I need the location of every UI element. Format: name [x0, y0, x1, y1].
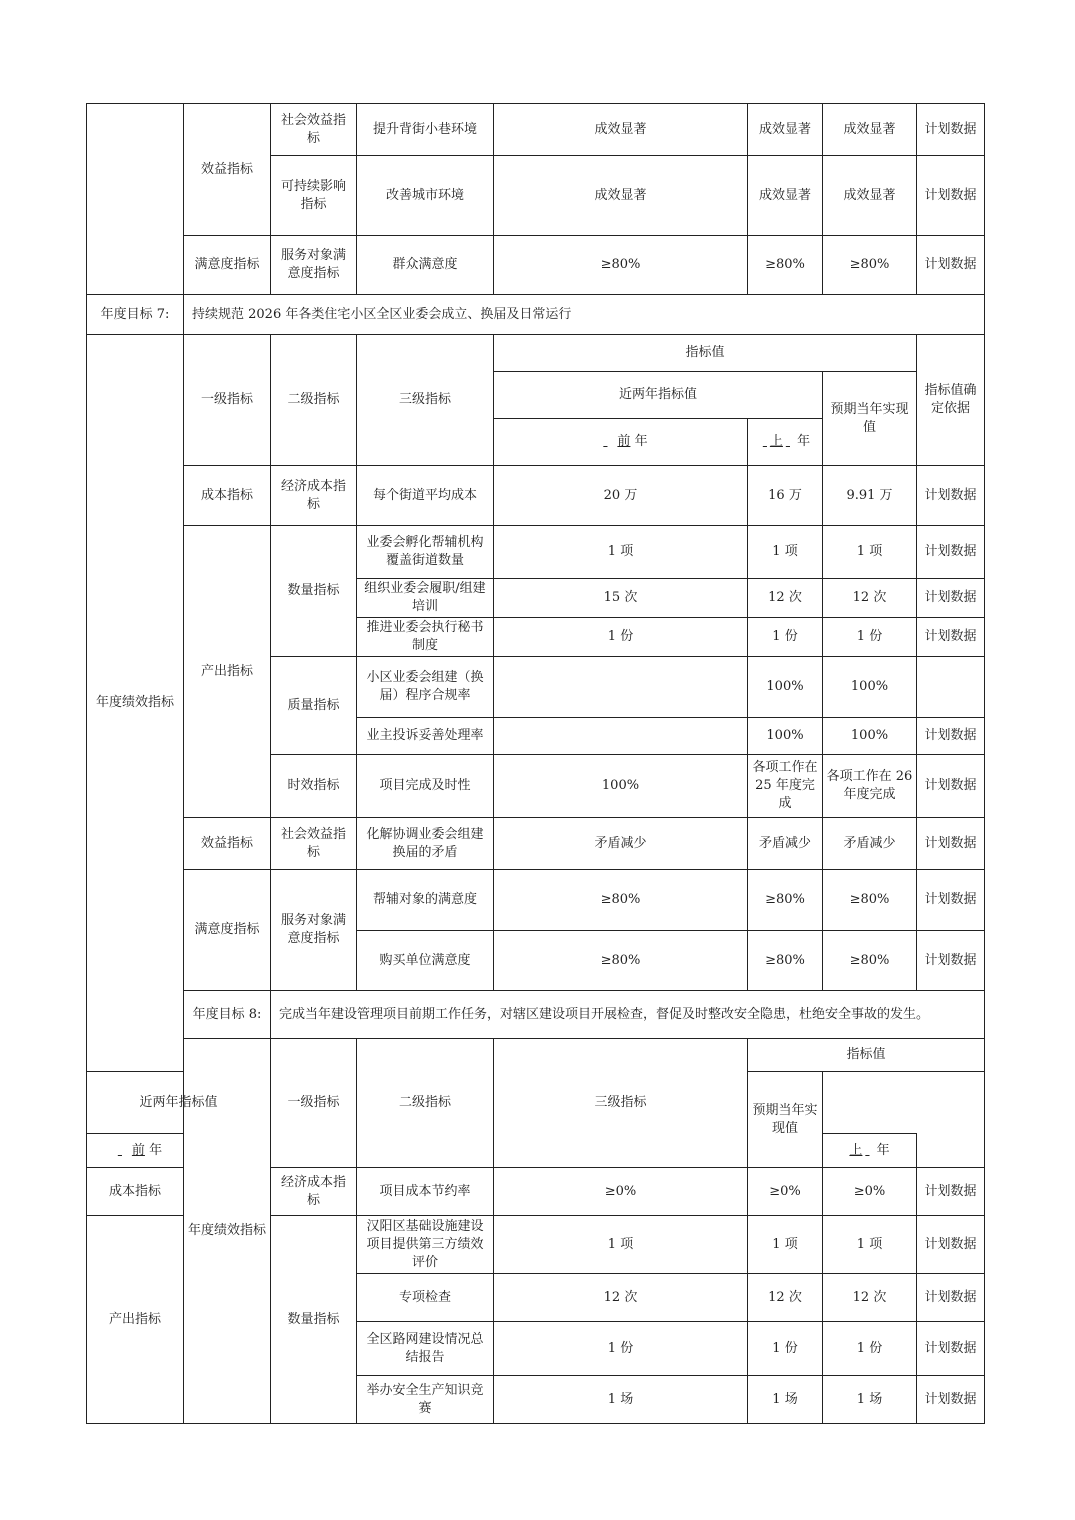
basis-cell: 计划数据	[917, 1274, 985, 1322]
performance-table	[86, 103, 985, 1424]
level2-cell: 社会效益指标	[271, 104, 357, 156]
goal-label: 年度目标 7:	[87, 295, 184, 335]
expected-value: 矛盾减少	[823, 818, 917, 870]
prev-year-value: 1 项	[494, 1216, 748, 1274]
prev-year-value: 100%	[494, 755, 748, 818]
prev-year-value: 20 万	[494, 466, 748, 526]
header-value: 指标值	[748, 1039, 985, 1072]
goal-text: 完成当年建设管理项目前期工作任务，对辖区建设项目开展检查，督促及时整改安全隐患，杜绝安全事故的发生。	[271, 991, 985, 1039]
basis-cell: 计划数据	[917, 1168, 985, 1216]
header-last-year: 上 年	[748, 419, 823, 466]
last-year-value: 100%	[748, 718, 823, 755]
last-year-value: 1 份	[748, 1322, 823, 1376]
level2-cell: 数量指标	[271, 1216, 357, 1424]
expected-value: 成效显著	[823, 156, 917, 236]
level2-cell: 经济成本指标	[271, 466, 357, 526]
goal-text: 持续规范 2026 年各类住宅小区全区业委会成立、换届及日常运行	[184, 295, 985, 335]
expected-value: ≥80%	[823, 870, 917, 931]
prev-year-value: 12 次	[494, 1274, 748, 1322]
prev-year-value: 1 份	[494, 1322, 748, 1376]
level3-cell: 推进业委会执行秘书制度	[357, 618, 494, 657]
last-year-value: ≥80%	[748, 870, 823, 931]
expected-value: ≥0%	[823, 1168, 917, 1216]
expected-value: 100%	[823, 657, 917, 718]
header-level1: 一级指标	[271, 1039, 357, 1168]
table-row	[87, 870, 985, 931]
header-level2: 二级指标	[357, 1039, 494, 1168]
last-year-value: ≥80%	[748, 931, 823, 991]
basis-cell: 计划数据	[917, 579, 985, 618]
last-year-value: 1 项	[748, 1216, 823, 1274]
prev-year-value: ≥80%	[494, 236, 748, 295]
header-row	[87, 335, 985, 372]
expected-value: 1 场	[823, 1376, 917, 1424]
level2-cell: 可持续影响指标	[271, 156, 357, 236]
expected-value: ≥80%	[823, 931, 917, 991]
level3-cell: 小区业委会组建（换届）程序合规率	[357, 657, 494, 718]
last-year-value: 矛盾减少	[748, 818, 823, 870]
expected-value: 成效显著	[823, 104, 917, 156]
prev-year-value: 15 次	[494, 579, 748, 618]
level3-cell: 业主投诉妥善处理率	[357, 718, 494, 755]
header-level3: 三级指标	[357, 335, 494, 466]
level2-cell: 质量指标	[271, 657, 357, 755]
level3-cell: 项目完成及时性	[357, 755, 494, 818]
level3-cell: 群众满意度	[357, 236, 494, 295]
level3-cell: 提升背街小巷环境	[357, 104, 494, 156]
last-year-value: 16 万	[748, 466, 823, 526]
table-row	[87, 818, 985, 870]
last-year-value: ≥80%	[748, 236, 823, 295]
level1-cell: 产出指标	[87, 1216, 184, 1424]
prev-year-value: 矛盾减少	[494, 818, 748, 870]
expected-value: ≥80%	[823, 236, 917, 295]
level1-cell: 成本指标	[87, 1168, 184, 1216]
level3-cell: 汉阳区基础设施建设项目提供第三方绩效评价	[357, 1216, 494, 1274]
level3-cell: 组织业委会履职/组建培训	[357, 579, 494, 618]
table-row	[87, 466, 985, 526]
level3-cell: 化解协调业委会组建换届的矛盾	[357, 818, 494, 870]
basis-cell: 计划数据	[917, 236, 985, 295]
last-year-value: 12 次	[748, 579, 823, 618]
prev-year-value: ≥80%	[494, 931, 748, 991]
section-label: 年度绩效指标	[87, 335, 184, 1072]
level1-cell: 效益指标	[184, 818, 271, 870]
header-last-year: 上 年	[823, 1134, 917, 1168]
basis-cell: 计划数据	[917, 1376, 985, 1424]
prev-year-value: 1 份	[494, 618, 748, 657]
level2-cell: 经济成本指标	[271, 1168, 357, 1216]
header-prev-year: 前 年	[494, 419, 748, 466]
header-expect: 预期当年实现值	[748, 1072, 823, 1168]
basis-cell: 计划数据	[917, 718, 985, 755]
section-cell-empty	[87, 104, 184, 295]
goal-label: 年度目标 8:	[184, 991, 271, 1039]
level1-cell: 成本指标	[184, 466, 271, 526]
header-level3: 三级指标	[494, 1039, 748, 1168]
prev-year-value: 成效显著	[494, 104, 748, 156]
header-row	[87, 1039, 985, 1072]
table-row	[87, 526, 985, 579]
last-year-value: 各项工作在 25 年度完成	[748, 755, 823, 818]
basis-cell	[917, 657, 985, 718]
level3-cell: 帮辅对象的满意度	[357, 870, 494, 931]
basis-cell: 计划数据	[917, 104, 985, 156]
basis-cell: 计划数据	[917, 755, 985, 818]
level1-cell: 产出指标	[184, 526, 271, 818]
last-year-value: 1 份	[748, 618, 823, 657]
prev-year-value: 1 场	[494, 1376, 748, 1424]
level1-cell: 效益指标	[184, 104, 271, 236]
prev-year-value: ≥80%	[494, 870, 748, 931]
expected-value: 各项工作在 26 年度完成	[823, 755, 917, 818]
level2-cell: 数量指标	[271, 526, 357, 657]
basis-cell: 计划数据	[917, 618, 985, 657]
prev-year-value: ≥0%	[494, 1168, 748, 1216]
prev-year-value	[494, 657, 748, 718]
goal-row	[87, 991, 985, 1039]
header-level2: 二级指标	[271, 335, 357, 466]
level3-cell: 业委会孵化帮辅机构覆盖街道数量	[357, 526, 494, 579]
level3-cell: 项目成本节约率	[357, 1168, 494, 1216]
basis-cell: 计划数据	[917, 931, 985, 991]
prev-year-value	[494, 718, 748, 755]
header-prev-year: 前 年	[87, 1134, 184, 1168]
header-basis: 指标值确定依据	[917, 335, 985, 466]
expected-value: 12 次	[823, 579, 917, 618]
basis-cell: 计划数据	[917, 1322, 985, 1376]
level3-cell: 举办安全生产知识竞赛	[357, 1376, 494, 1424]
expected-value: 1 项	[823, 526, 917, 579]
header-level1: 一级指标	[184, 335, 271, 466]
header-expect: 预期当年实现值	[823, 372, 917, 466]
goal-row	[87, 295, 985, 335]
expected-value: 12 次	[823, 1274, 917, 1322]
basis-cell: 计划数据	[917, 818, 985, 870]
last-year-value: 成效显著	[748, 104, 823, 156]
basis-cell: 计划数据	[917, 870, 985, 931]
level1-cell: 满意度指标	[184, 870, 271, 991]
header-value: 指标值	[494, 335, 917, 372]
last-year-value: ≥0%	[748, 1168, 823, 1216]
level3-cell: 购买单位满意度	[357, 931, 494, 991]
section-label: 年度绩效指标	[184, 1039, 271, 1424]
table-row	[87, 236, 985, 295]
level1-cell: 满意度指标	[184, 236, 271, 295]
basis-cell: 计划数据	[917, 466, 985, 526]
level3-cell: 专项检查	[357, 1274, 494, 1322]
expected-value: 1 项	[823, 1216, 917, 1274]
prev-year-value: 1 项	[494, 526, 748, 579]
level2-cell: 服务对象满意度指标	[271, 236, 357, 295]
level2-cell: 服务对象满意度指标	[271, 870, 357, 991]
level3-cell: 每个街道平均成本	[357, 466, 494, 526]
basis-cell: 计划数据	[917, 156, 985, 236]
header-recent: 近两年指标值	[494, 372, 823, 419]
expected-value: 1 份	[823, 618, 917, 657]
last-year-value: 成效显著	[748, 156, 823, 236]
level2-cell: 时效指标	[271, 755, 357, 818]
prev-year-blank	[593, 433, 617, 451]
level3-cell: 改善城市环境	[357, 156, 494, 236]
expected-value: 9.91 万	[823, 466, 917, 526]
last-year-value: 1 项	[748, 526, 823, 579]
last-year-value: 12 次	[748, 1274, 823, 1322]
header-recent: 近两年指标值	[87, 1072, 271, 1134]
table-row	[87, 104, 985, 156]
last-year-value: 1 场	[748, 1376, 823, 1424]
prev-year-value: 成效显著	[494, 156, 748, 236]
basis-cell: 计划数据	[917, 526, 985, 579]
last-year-value: 100%	[748, 657, 823, 718]
basis-cell: 计划数据	[917, 1216, 985, 1274]
expected-value: 1 份	[823, 1322, 917, 1376]
level3-cell: 全区路网建设情况总结报告	[357, 1322, 494, 1376]
expected-value: 100%	[823, 718, 917, 755]
level2-cell: 社会效益指标	[271, 818, 357, 870]
